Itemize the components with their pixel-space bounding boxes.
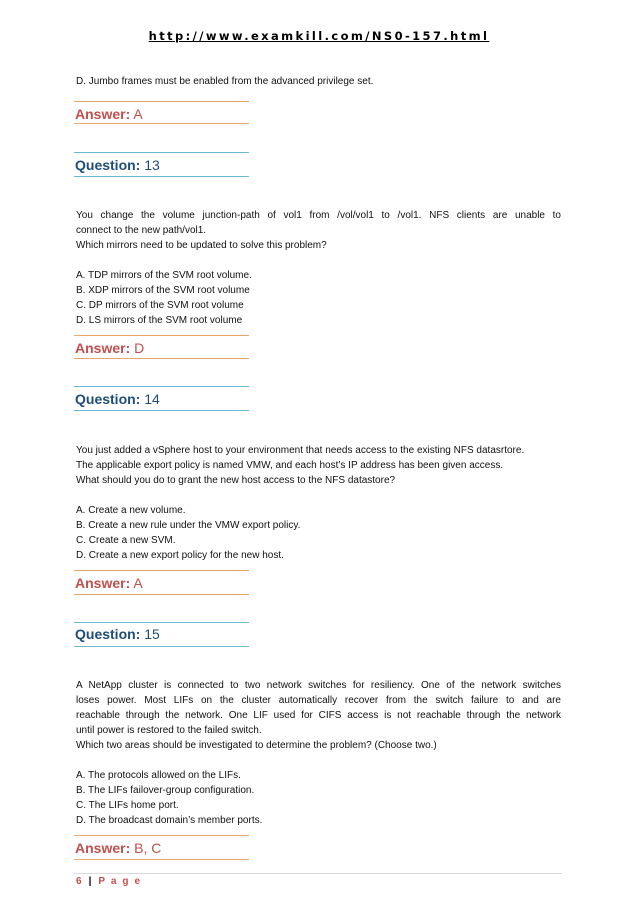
answer-value: B, C <box>134 840 162 856</box>
answer-rule-top <box>74 835 249 836</box>
question-14-heading <box>75 390 160 408</box>
answer-12 <box>75 105 143 123</box>
header-url[interactable]: http://www.examkill.com/NS0-157.html <box>148 29 490 43</box>
option-b: B. The LIFs failover-group configuration. <box>76 785 255 796</box>
question-number: 14 <box>144 391 160 407</box>
option-d: D. LS mirrors of the SVM root volume <box>76 315 243 326</box>
answer-label: Answer: <box>75 340 131 356</box>
page-label: P a g e <box>98 876 142 887</box>
option-c: C. The LIFs home port. <box>76 800 179 811</box>
question-text-line: Which mirrors need to be updated to solve this problem? <box>76 240 327 251</box>
option-b: B. Create a new rule under the VMW export policy. <box>76 520 301 531</box>
answer-13 <box>75 339 144 357</box>
answer-label: Answer: <box>75 840 131 856</box>
option-d: D. Create a new export policy for the new host. <box>76 550 284 561</box>
question-14-body <box>76 443 561 563</box>
answer-rule-bottom <box>74 123 249 124</box>
question-text-line: What should you do to grant the new host access to the NFS datastore? <box>76 475 396 486</box>
previous-question-option-d: D. Jumbo frames must be enabled from the advanced privilege set. <box>76 76 374 87</box>
option-b: B. XDP mirrors of the SVM root volume <box>76 285 250 296</box>
question-text-line: reachable through the network. One LIF used for CIFS access is not reachable through the network <box>76 710 561 721</box>
question-label: Question: <box>75 157 141 173</box>
page-footer <box>76 876 142 887</box>
question-rule-bottom <box>74 176 249 177</box>
question-rule-bottom <box>74 410 249 411</box>
option-a: A. TDP mirrors of the SVM root volume. <box>76 270 252 281</box>
question-label: Question: <box>75 626 141 642</box>
answer-rule-top <box>74 101 249 102</box>
answer-rule-bottom <box>74 859 249 860</box>
question-number: 13 <box>144 157 160 173</box>
answer-label: Answer: <box>75 575 131 591</box>
question-13-body <box>76 208 561 328</box>
question-rule-top <box>74 152 249 153</box>
question-text-line: Which two areas should be investigated to determine the problem? (Choose two.) <box>76 740 437 751</box>
question-15-body <box>76 678 561 828</box>
answer-value: A <box>133 106 143 122</box>
question-text-line: until power is restored to the failed switch. <box>76 725 262 736</box>
answer-15 <box>75 839 161 857</box>
footer-rule <box>74 873 562 874</box>
question-rule-top <box>74 386 249 387</box>
question-text-line: loses power. Most LIFs on the cluster automatically recover from the switch failure to and are <box>76 695 561 706</box>
answer-rule-top <box>74 335 249 336</box>
answer-value: D <box>134 340 145 356</box>
answer-label: Answer: <box>75 106 131 122</box>
question-13-heading <box>75 156 160 174</box>
question-rule-bottom <box>74 646 249 647</box>
option-a: A. Create a new volume. <box>76 505 186 516</box>
answer-rule-bottom <box>74 594 249 595</box>
question-text-line: A NetApp cluster is connected to two network switches for resiliency. One of the network switches <box>76 680 561 691</box>
question-label: Question: <box>75 391 141 407</box>
page-number: 6 <box>76 876 84 887</box>
option-c: C. DP mirrors of the SVM root volume <box>76 300 244 311</box>
answer-rule-bottom <box>74 358 249 359</box>
question-number: 15 <box>144 626 160 642</box>
question-text-line: You change the volume junction-path of vol1 from /vol/vol1 to /vol1. NFS clients are unable to <box>76 210 561 221</box>
question-text-line: connect to the new path/vol1. <box>76 225 207 236</box>
option-a: A. The protocols allowed on the LIFs. <box>76 770 241 781</box>
answer-value: A <box>133 575 143 591</box>
footer-separator: | <box>88 876 93 887</box>
question-15-heading <box>75 625 160 643</box>
question-text-line: The applicable export policy is named VMW, and each host’s IP address has been given access. <box>76 460 504 471</box>
option-c: C. Create a new SVM. <box>76 535 176 546</box>
question-text-line: You just added a vSphere host to your environment that needs access to the existing NFS datasrtore. <box>76 445 525 456</box>
option-d: D. The broadcast domain’s member ports. <box>76 815 263 826</box>
answer-14 <box>75 574 143 592</box>
question-rule-top <box>74 622 249 623</box>
answer-rule-top <box>74 570 249 571</box>
